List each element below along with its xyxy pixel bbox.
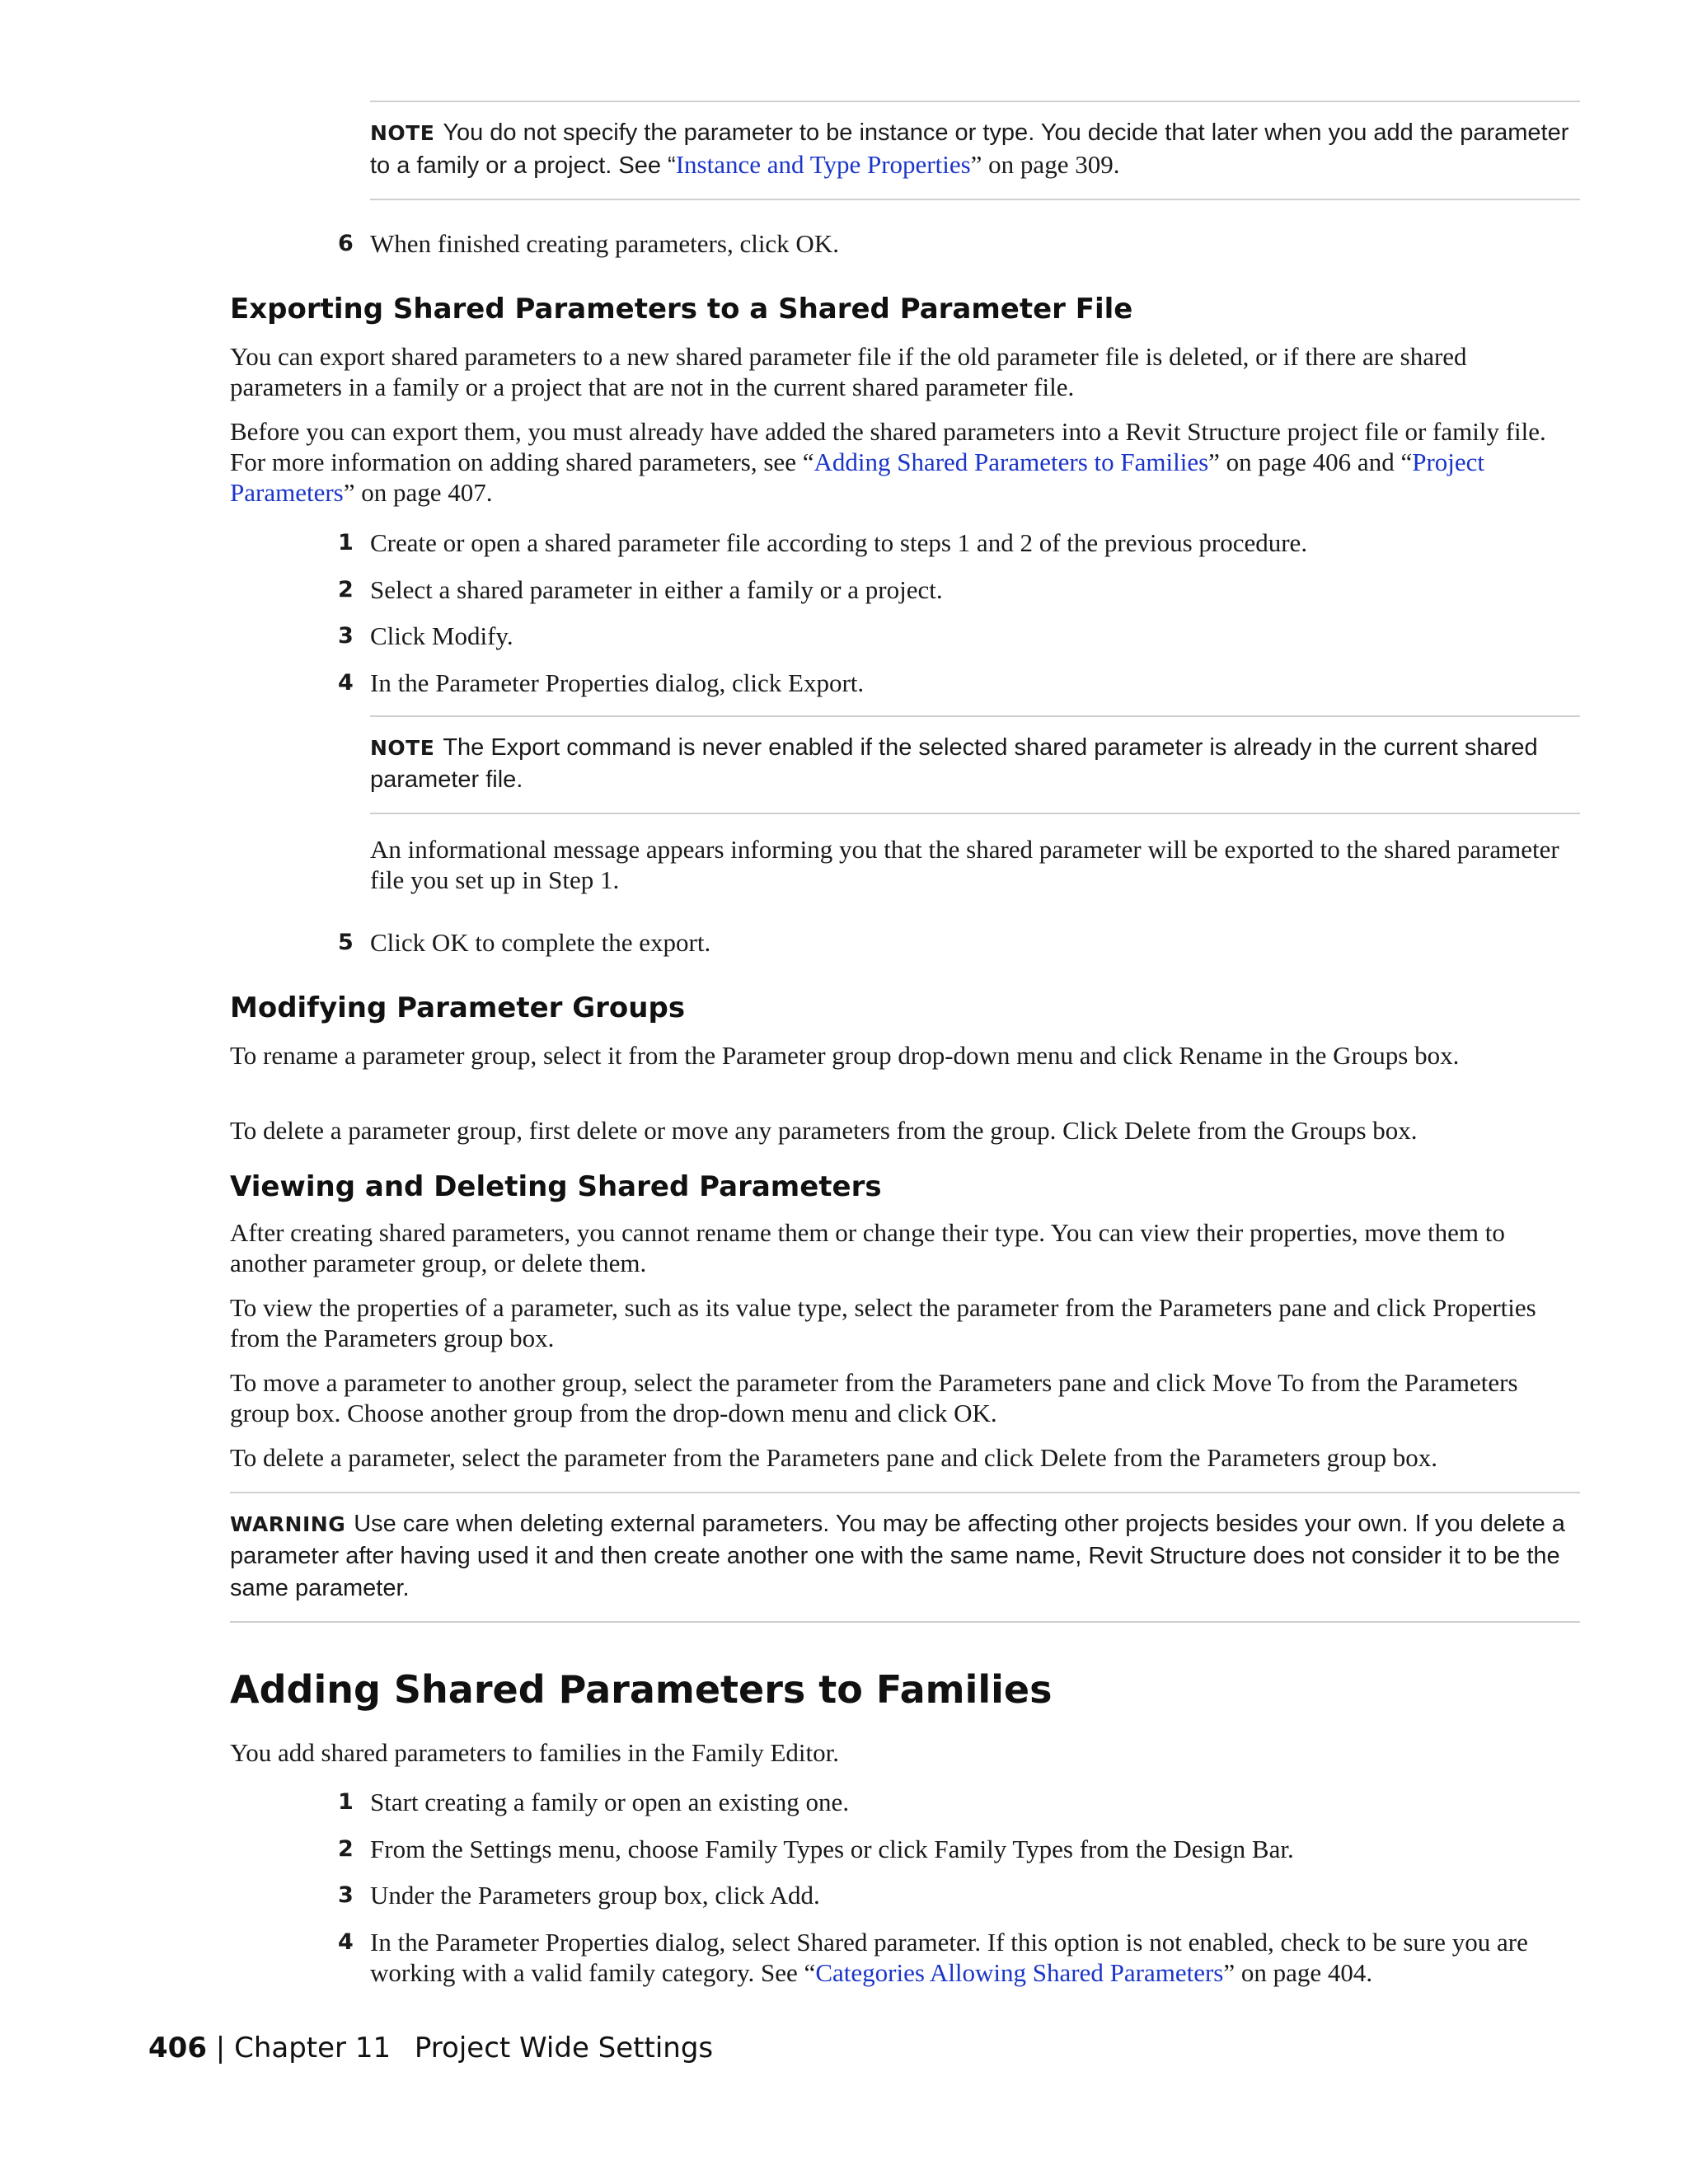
step-text: Click OK to complete the export. bbox=[370, 928, 711, 957]
view-para-2: To view the properties of a parameter, such as its value type, select the parameter from the Parameters pane and click Properties from the Parameters group box. bbox=[230, 1293, 1536, 1352]
step-text: Select a shared parameter in either a family or a project. bbox=[370, 575, 943, 604]
heading-viewing-deleting-shared-parameters: Viewing and Deleting Shared Parameters bbox=[230, 1170, 882, 1203]
page-number: 406 bbox=[148, 2032, 207, 2064]
step-text: Start creating a family or open an existing one. bbox=[370, 1788, 850, 1816]
step-text: In the Parameter Properties dialog, click Export. bbox=[370, 668, 865, 697]
export-para-1: You can export shared parameters to a new shared parameter file if the old parameter file is deleted, or if there are shared parameters in a family or a project that are not in the current shared parameter file. bbox=[230, 342, 1467, 401]
footer-chapter: Chapter 11 bbox=[234, 2032, 392, 2064]
step-number: 1 bbox=[338, 530, 354, 555]
link-adding-shared-parameters[interactable]: Adding Shared Parameters to Families bbox=[814, 448, 1209, 476]
export-para-2-text: Before you can export them, you must already have added the shared parameters into a Revit Structure project file or family file. For more information on adding shared parameters, see “ bbox=[230, 417, 1546, 476]
export-para-2 bbox=[230, 416, 1582, 508]
heading-modifying-parameter-groups: Modifying Parameter Groups bbox=[230, 991, 686, 1024]
step-number: 5 bbox=[338, 930, 354, 955]
warning-text: Use care when deleting external parameters. You may be affecting other projects besides your own. If you delete a parameter after having used it and then create another one with the same name, Revit Structure does not consider it to be the same parameter. bbox=[230, 1511, 1565, 1601]
heading-adding-shared-parameters-to-families: Adding Shared Parameters to Families bbox=[230, 1667, 1053, 1712]
step-number: 2 bbox=[338, 1836, 354, 1862]
step-text: Click Modify. bbox=[370, 621, 513, 650]
step-4-text-after: ” on page 404. bbox=[1223, 1958, 1373, 1987]
step-number: 1 bbox=[338, 1789, 354, 1815]
step-text: Create or open a shared parameter file according to steps 1 and 2 of the previous procedure. bbox=[370, 528, 1308, 557]
step-text bbox=[370, 1927, 1582, 1988]
note-box-export-command bbox=[370, 715, 1580, 814]
view-para-3: To move a parameter to another group, select the parameter from the Parameters pane and click Move To from the Parameters group box. Choose another group from the drop-down menu and click OK. bbox=[230, 1368, 1518, 1427]
families-intro: You add shared parameters to families in the Family Editor. bbox=[230, 1738, 839, 1767]
heading-exporting-shared-parameters: Exporting Shared Parameters to a Shared Parameter File bbox=[230, 293, 1133, 326]
step-number: 4 bbox=[338, 670, 354, 696]
view-para-1: After creating shared parameters, you cannot rename them or change their type. You can view their properties, move them to another parameter group, or delete them. bbox=[230, 1218, 1505, 1277]
note-label: NOTE bbox=[370, 121, 435, 145]
note-text: You do not specify the parameter to be instance or type. You decide that later when you add the parameter to a family or a project. See “ bbox=[370, 120, 1569, 179]
warning-label: WARNING bbox=[230, 1512, 346, 1536]
link-categories-allowing-shared-parameters[interactable]: Categories Allowing Shared Parameters bbox=[815, 1958, 1224, 1987]
step-text: From the Settings menu, choose Family Types or click Family Types from the Design Bar. bbox=[370, 1835, 1294, 1863]
step-number: 4 bbox=[338, 1929, 354, 1955]
warning-box bbox=[230, 1492, 1580, 1623]
export-para-2-mid: ” on page 406 and “ bbox=[1208, 448, 1413, 476]
page-footer bbox=[148, 2031, 713, 2065]
link-instance-type-properties[interactable]: Instance and Type Properties bbox=[675, 150, 971, 179]
step-number: 3 bbox=[338, 1882, 354, 1908]
view-para-4: To delete a parameter, select the parameter from the Parameters pane and click Delete from the Parameters group box. bbox=[230, 1443, 1437, 1472]
step-number: 6 bbox=[338, 231, 354, 256]
modify-para-2: To delete a parameter group, first delete or move any parameters from the group. Click Delete from the Groups box. bbox=[230, 1116, 1418, 1145]
modify-para-1: To rename a parameter group, select it from the Parameter group drop-down menu and click Rename in the Groups box. bbox=[230, 1041, 1460, 1070]
step-text: When finished creating parameters, click OK. bbox=[370, 229, 839, 258]
note-text-after: ” on page 309. bbox=[970, 150, 1120, 179]
step-number: 3 bbox=[338, 623, 354, 649]
footer-separator: | bbox=[215, 2032, 226, 2064]
step-4-text: In the Parameter Properties dialog, select Shared parameter. If this option is not enabled, check to be sure you are working with a valid family category. See “ bbox=[370, 1928, 1528, 1987]
footer-chapter-title: Project Wide Settings bbox=[414, 2032, 714, 2064]
link-project-parameters[interactable]: Project Parameters bbox=[230, 448, 1485, 507]
step-text: Under the Parameters group box, click Add. bbox=[370, 1881, 820, 1910]
note-box-instance-type bbox=[370, 101, 1580, 200]
export-para-2-after: ” on page 407. bbox=[343, 478, 493, 507]
step-number: 2 bbox=[338, 577, 354, 602]
note-label: NOTE bbox=[370, 736, 435, 760]
info-message-para: An informational message appears informing you that the shared parameter will be exported to the shared parameter file you set up in Step 1. bbox=[370, 835, 1559, 894]
note-text: The Export command is never enabled if the selected shared parameter is already in the current shared parameter file. bbox=[370, 734, 1538, 793]
